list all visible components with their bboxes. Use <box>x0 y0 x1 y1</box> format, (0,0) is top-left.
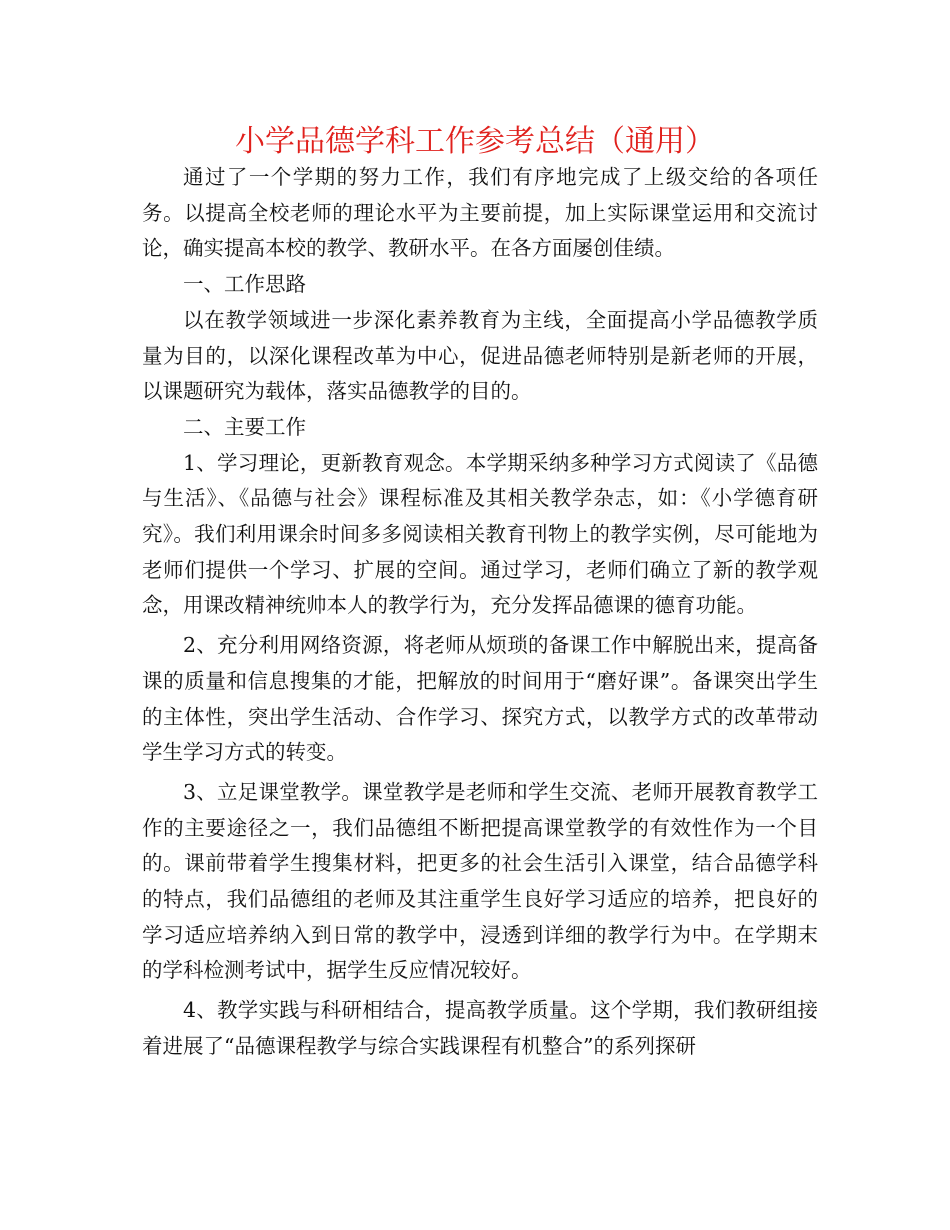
document-title: 小学品德学科工作参考总结（通用） <box>235 124 715 159</box>
paragraph-work-ideas: 以在教学领域进一步深化素养教育为主线，全面提高小学品德教学质量为目的，以深化课程改革为中心，促进品德老师特别是新老师的开展，以课题研究为载体，落实品德教学的目的。 <box>142 307 818 404</box>
section-heading-work-ideas: 一、工作思路 <box>183 272 306 297</box>
section-heading-main-work: 二、主要工作 <box>183 414 306 439</box>
paragraph-item-3: 3、立足课堂教学。课堂教学是老师和学生交流、老师开展教育教学工作的主要途径之一，我们品德组不断把提高课堂教学的有效性作为一个目的。课前带着学生搜集材料，把更多的社会生活引入课堂，结合品德学科的特点，我们品德组的老师及其注重学生良好学习适应的培养，把良好的学习适应培养纳入到日常的教学中，浸透到详细的教学行为中。在学期末的学科检测考试中，据学生反应情况较好。 <box>142 779 818 983</box>
paragraph-intro: 通过了一个学期的努力工作，我们有序地完成了上级交给的各项任务。以提高全校老师的理论水平为主要前提，加上实际课堂运用和交流讨论，确实提高本校的教学、教研水平。在各方面屡创佳绩。 <box>142 165 818 261</box>
paragraph-item-1: 1、学习理论，更新教育观念。本学期采纳多种学习方式阅读了《品德与生活》、《品德与社会》课程标准及其相关教学杂志，如：《小学德育研究》。我们利用课余时间多多阅读相关教育刊物上的教学实例，尽可能地为老师们提供一个学习、扩展的空间。通过学习，老师们确立了新的教学观念，用课改精神统帅本人的教学行为，充分发挥品德课的德育功能。 <box>142 450 818 618</box>
paragraph-item-2: 2、充分利用网络资源，将老师从烦琐的备课工作中解脱出来，提高备课的质量和信息搜集的才能，把解放的时间用于“磨好课”。备课突出学生的主体性，突出学生活动、合作学习、探究方式，以教学方式的改革带动学生学习方式的转变。 <box>142 633 818 765</box>
paragraph-item-4: 4、教学实践与科研相结合，提高教学质量。这个学期，我们教研组接着进展了“品德课程教学与综合实践课程有机整合”的系列探研 <box>142 998 818 1058</box>
document-body <box>142 160 818 1065</box>
